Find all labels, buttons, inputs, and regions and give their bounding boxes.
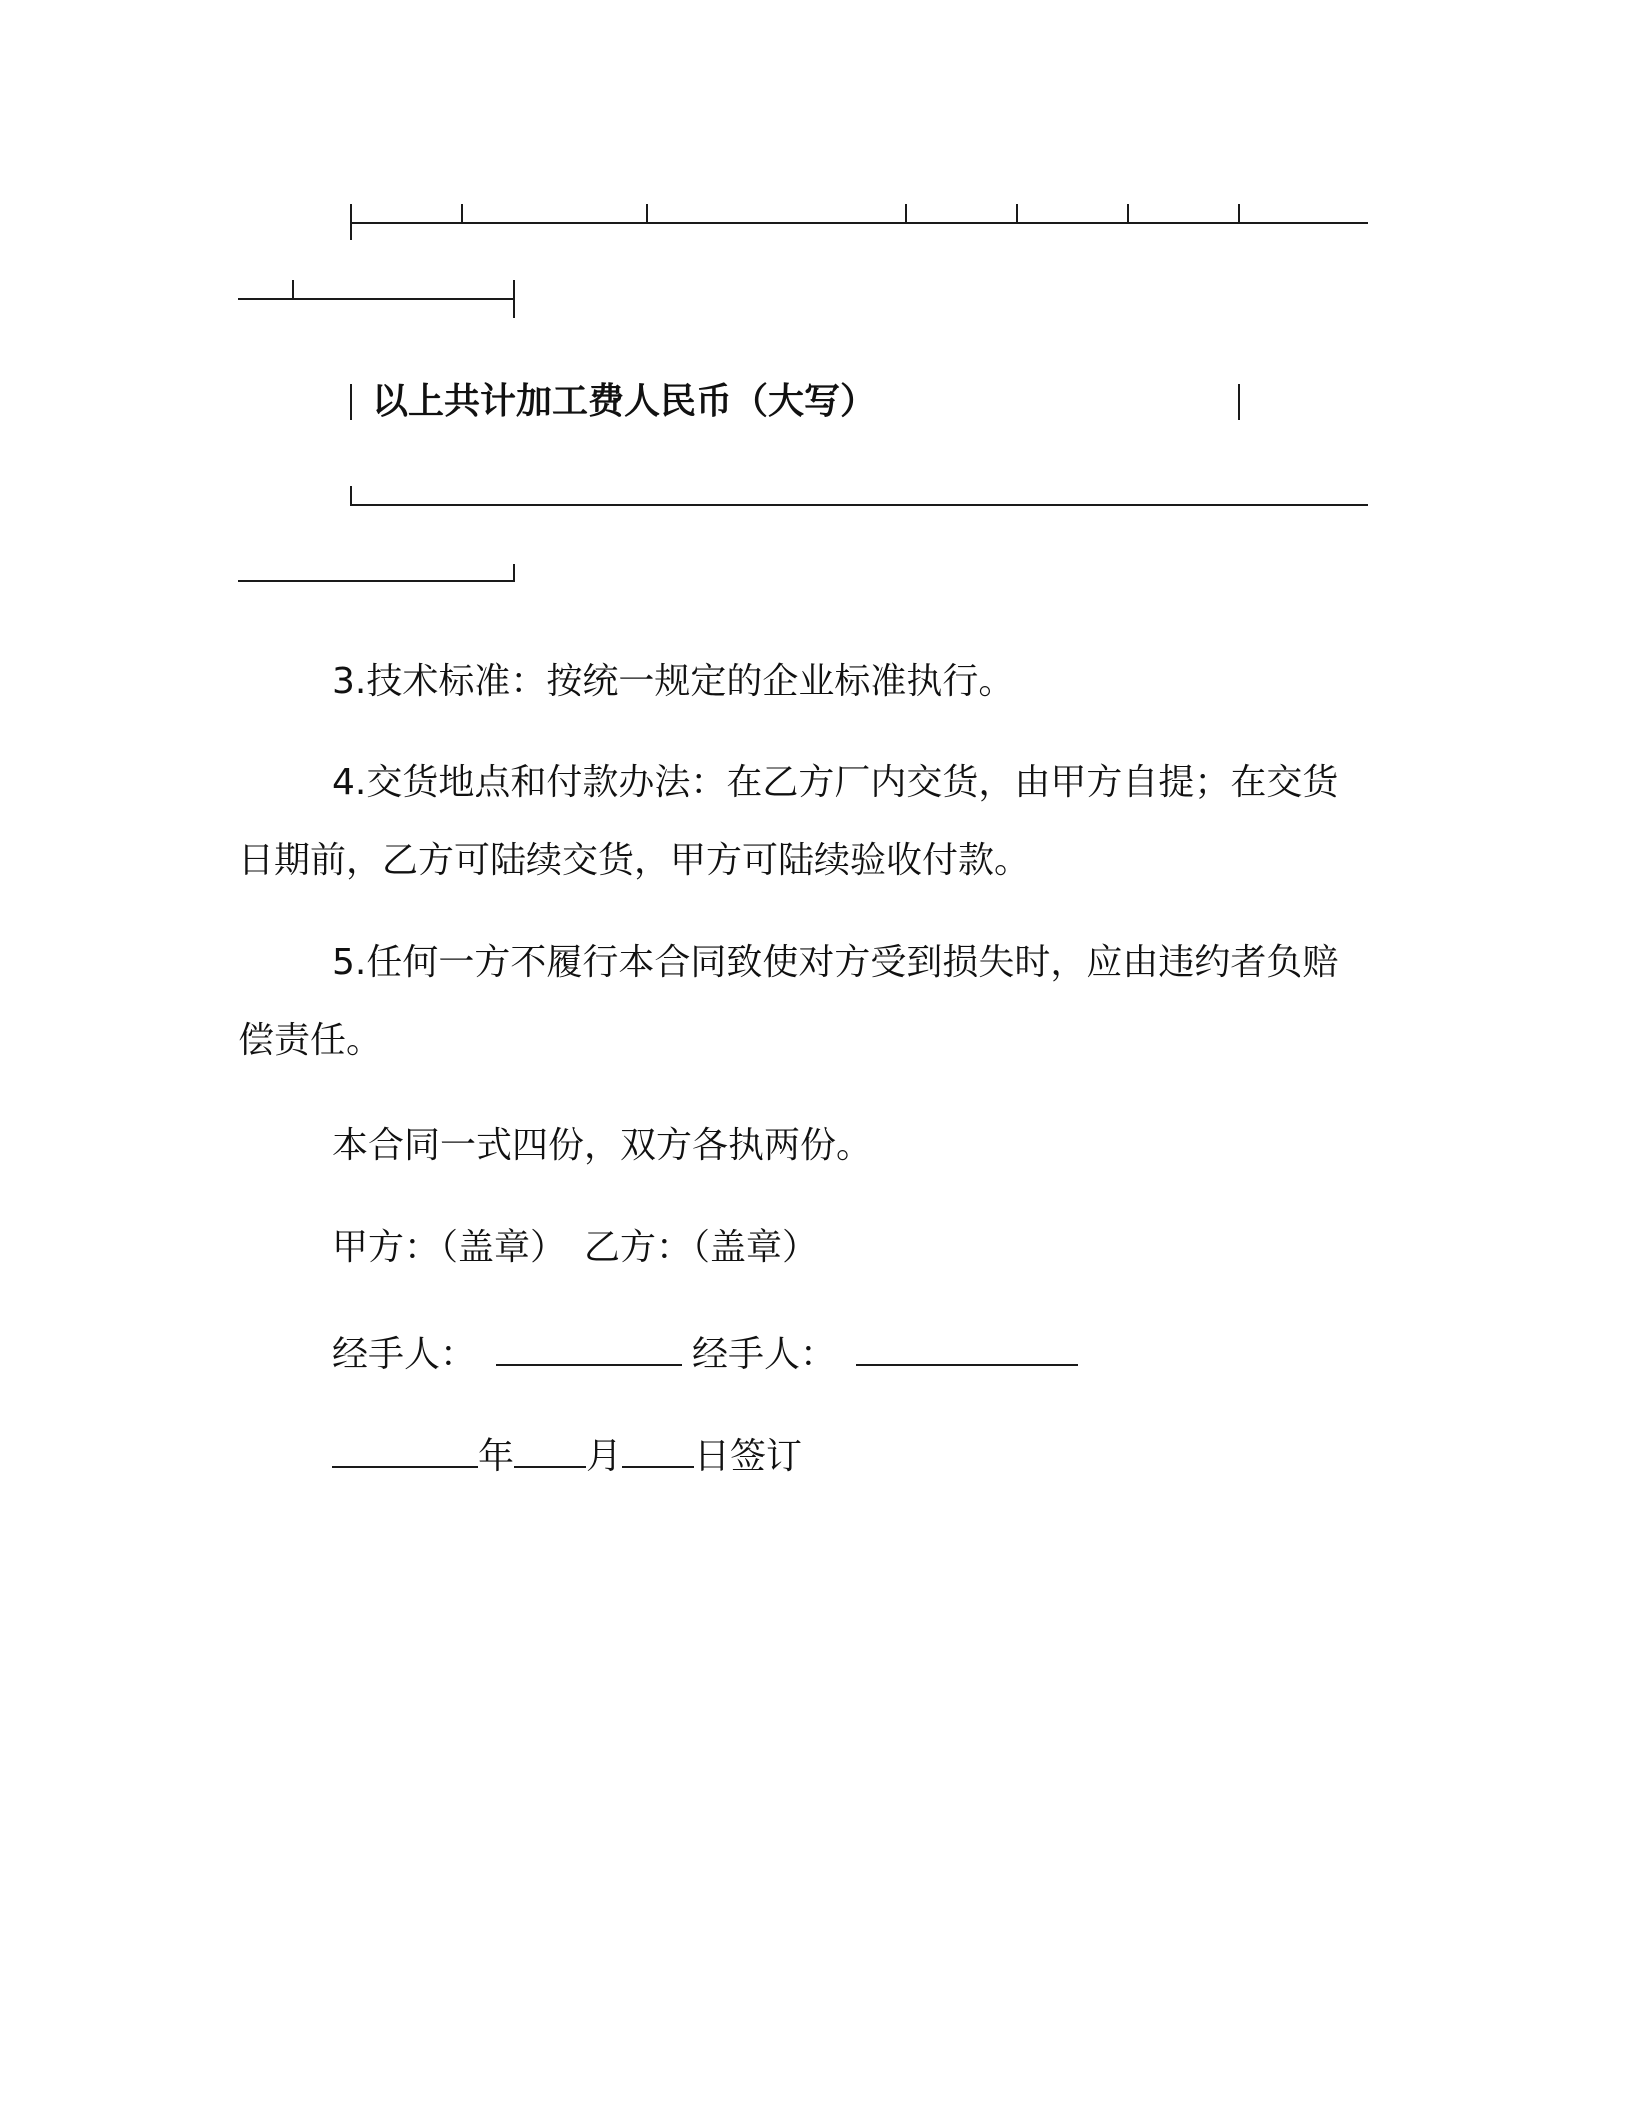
table-row2-wrap-right-edge [513, 564, 515, 582]
total-fee-value-right-edge [1238, 384, 1240, 420]
day-blank[interactable] [622, 1432, 694, 1468]
table-row2-wrap-border [238, 580, 515, 582]
table-cell-divider [1238, 204, 1240, 222]
party-b-seal-label: 乙方：（盖章） [584, 1227, 819, 1268]
handler-b-label: 经手人： [692, 1334, 837, 1375]
table-cell-divider [1016, 204, 1018, 222]
table-row2-bottom-border [350, 504, 1368, 506]
total-fee-label: 以上共计加工费人民币（大写） [372, 381, 877, 422]
day-label: 日签订 [694, 1436, 803, 1477]
table-cell-divider [646, 204, 648, 222]
table-cell-divider [461, 204, 463, 222]
table-row1-top-border [350, 222, 1368, 224]
clause-technical-standard: 3.技术标准：按统一规定的企业标准执行。 [332, 661, 1015, 702]
clause-delivery-payment: 4.交货地点和付款办法：在乙方厂内交货，由甲方自提；在交货日期前，乙方可陆续交货，甲方可陆续验收付款。 [238, 762, 1339, 881]
party-seal-line [332, 1228, 818, 1268]
table-cell-divider [292, 280, 294, 298]
year-blank[interactable] [332, 1432, 478, 1468]
signing-date-line [332, 1432, 802, 1477]
month-blank[interactable] [514, 1432, 586, 1468]
handler-a-blank[interactable] [496, 1330, 682, 1366]
table-row1-left-edge [350, 204, 352, 240]
table-row1-wrap-right-edge [513, 280, 515, 318]
handler-line [332, 1330, 1078, 1375]
table-cell-divider [905, 204, 907, 222]
table-row2-left-edge [350, 384, 352, 420]
handler-a-label: 经手人： [332, 1334, 477, 1375]
clause-copies: 本合同一式四份，双方各执两份。 [332, 1125, 873, 1166]
table-row1-wrap-border [238, 298, 515, 300]
clause-liability: 5.任何一方不履行本合同致使对方受到损失时，应由违约者负赔偿责任。 [238, 942, 1339, 1061]
table-row2-bottom-left-edge [350, 486, 352, 506]
handler-b-blank[interactable] [856, 1330, 1078, 1366]
table-cell-divider [1127, 204, 1129, 222]
year-label: 年 [478, 1436, 515, 1477]
party-a-seal-label: 甲方：（盖章） [332, 1227, 567, 1268]
month-label: 月 [586, 1436, 623, 1477]
